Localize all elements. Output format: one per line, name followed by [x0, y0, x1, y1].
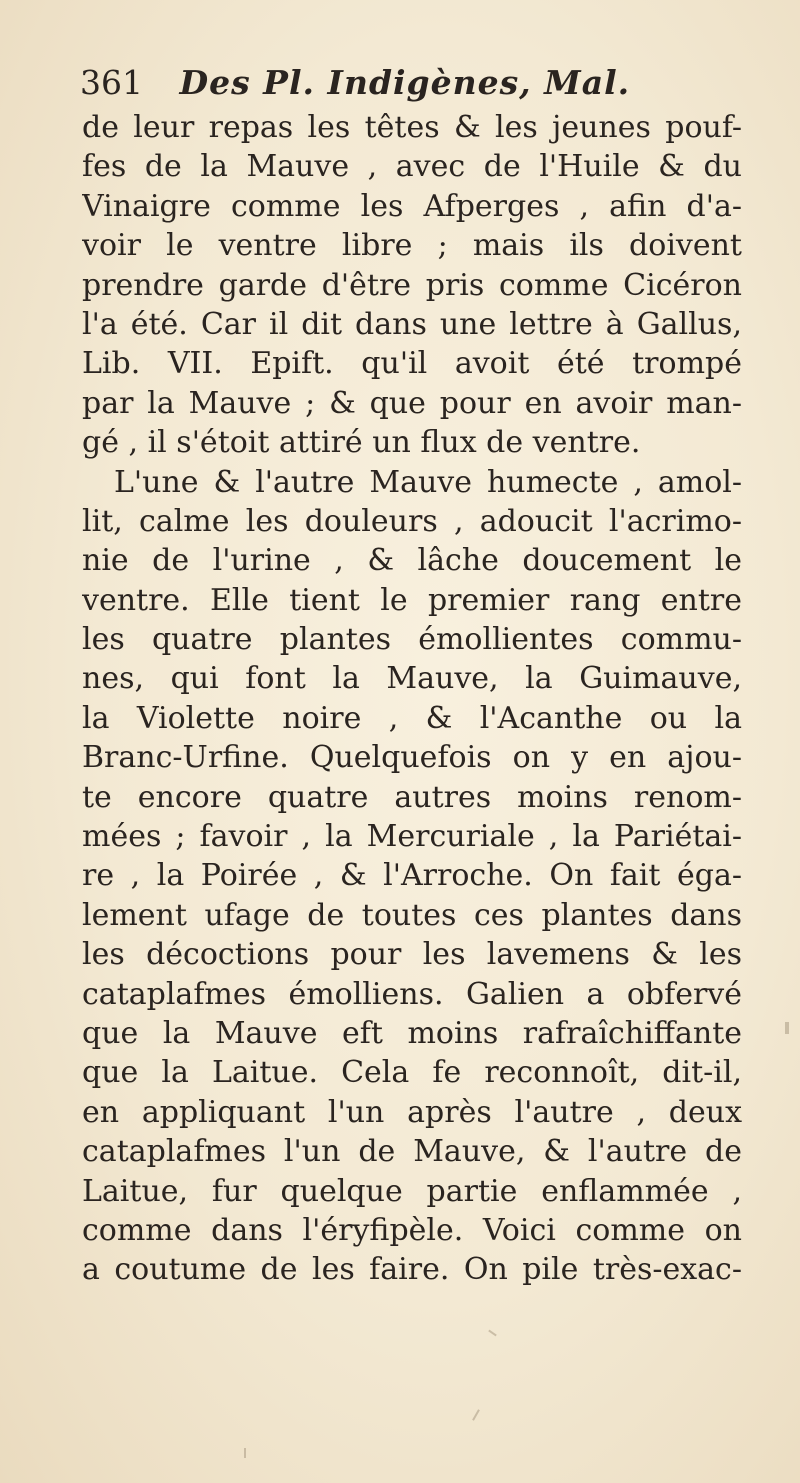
text-line: gé , il s'étoit attiré un flux de ventre. [82, 425, 641, 461]
text-line: nes, qui font la Mauve, la Guimauve, [82, 661, 742, 697]
text-line: en appliquant l'un après l'autre , deux [82, 1094, 742, 1130]
body-text [82, 108, 742, 1290]
text-line: nie de l'urine , & lâche doucement le [82, 543, 742, 579]
text-line: de leur repas les têtes & les jeunes pouf- [82, 110, 742, 145]
running-head: Des Pl. Indigènes, Mal. [179, 63, 631, 102]
page-header [80, 58, 740, 108]
text-line: lement ufage de toutes ces plantes dans [82, 897, 742, 933]
text-line: Laitue, fur quelque partie enflammée , [82, 1173, 742, 1209]
paper-speck [244, 1448, 246, 1458]
text-line: les décoctions pour les lavemens & les [82, 937, 742, 973]
text-line: a coutume de les faire. On pile très-exac- [82, 1252, 742, 1288]
text-line: fes de la Mauve , avec de l'Huile & du [82, 149, 742, 185]
paper-speck [472, 1409, 480, 1420]
paper-speck [488, 1330, 497, 1337]
text-line: la Violette noire , & l'Acanthe ou la [82, 700, 742, 736]
text-line: te encore quatre autres moins renom- [82, 779, 742, 815]
text-line: voir le ventre libre ; mais ils doivent [82, 228, 742, 264]
page-number: 361 [80, 63, 143, 102]
text-line: re , la Poirée , & l'Arroche. On fait éga- [82, 858, 742, 894]
paper-speck [785, 1022, 789, 1034]
text-line: lit, calme les douleurs , adoucit l'acrimo- [82, 503, 742, 539]
text-line: Vinaigre comme les Afperges , afin d'a- [82, 188, 742, 224]
text-line: mées ; favoir , la Mercuriale , la Pariétai- [82, 819, 742, 855]
text-line: cataplafmes l'un de Mauve, & l'autre de [82, 1134, 742, 1170]
text-line: que la Laitue. Cela fe reconnoît, dit-il, [82, 1055, 742, 1091]
text-line: que la Mauve eft moins rafraîchiffante [82, 1015, 742, 1051]
text-line: L'une & l'autre Mauve humecte , amol- [114, 464, 742, 500]
text-line: Branc-Urfine. Quelquefois on y en ajou- [82, 740, 742, 776]
text-line: ventre. Elle tient le premier rang entre [82, 582, 742, 618]
text-line: prendre garde d'être pris comme Cicéron [82, 267, 742, 303]
text-line: par la Mauve ; & que pour en avoir man- [82, 385, 742, 421]
text-line: l'a été. Car il dit dans une lettre à Gallus, [82, 306, 742, 342]
text-line: comme dans l'éryfipèle. Voici comme on [82, 1212, 742, 1248]
text-line: cataplafmes émolliens. Galien a obfervé [82, 976, 742, 1012]
text-line: les quatre plantes émollientes commu- [82, 622, 742, 658]
text-line: Lib. VII. Epift. qu'il avoit été trompé [82, 346, 742, 382]
